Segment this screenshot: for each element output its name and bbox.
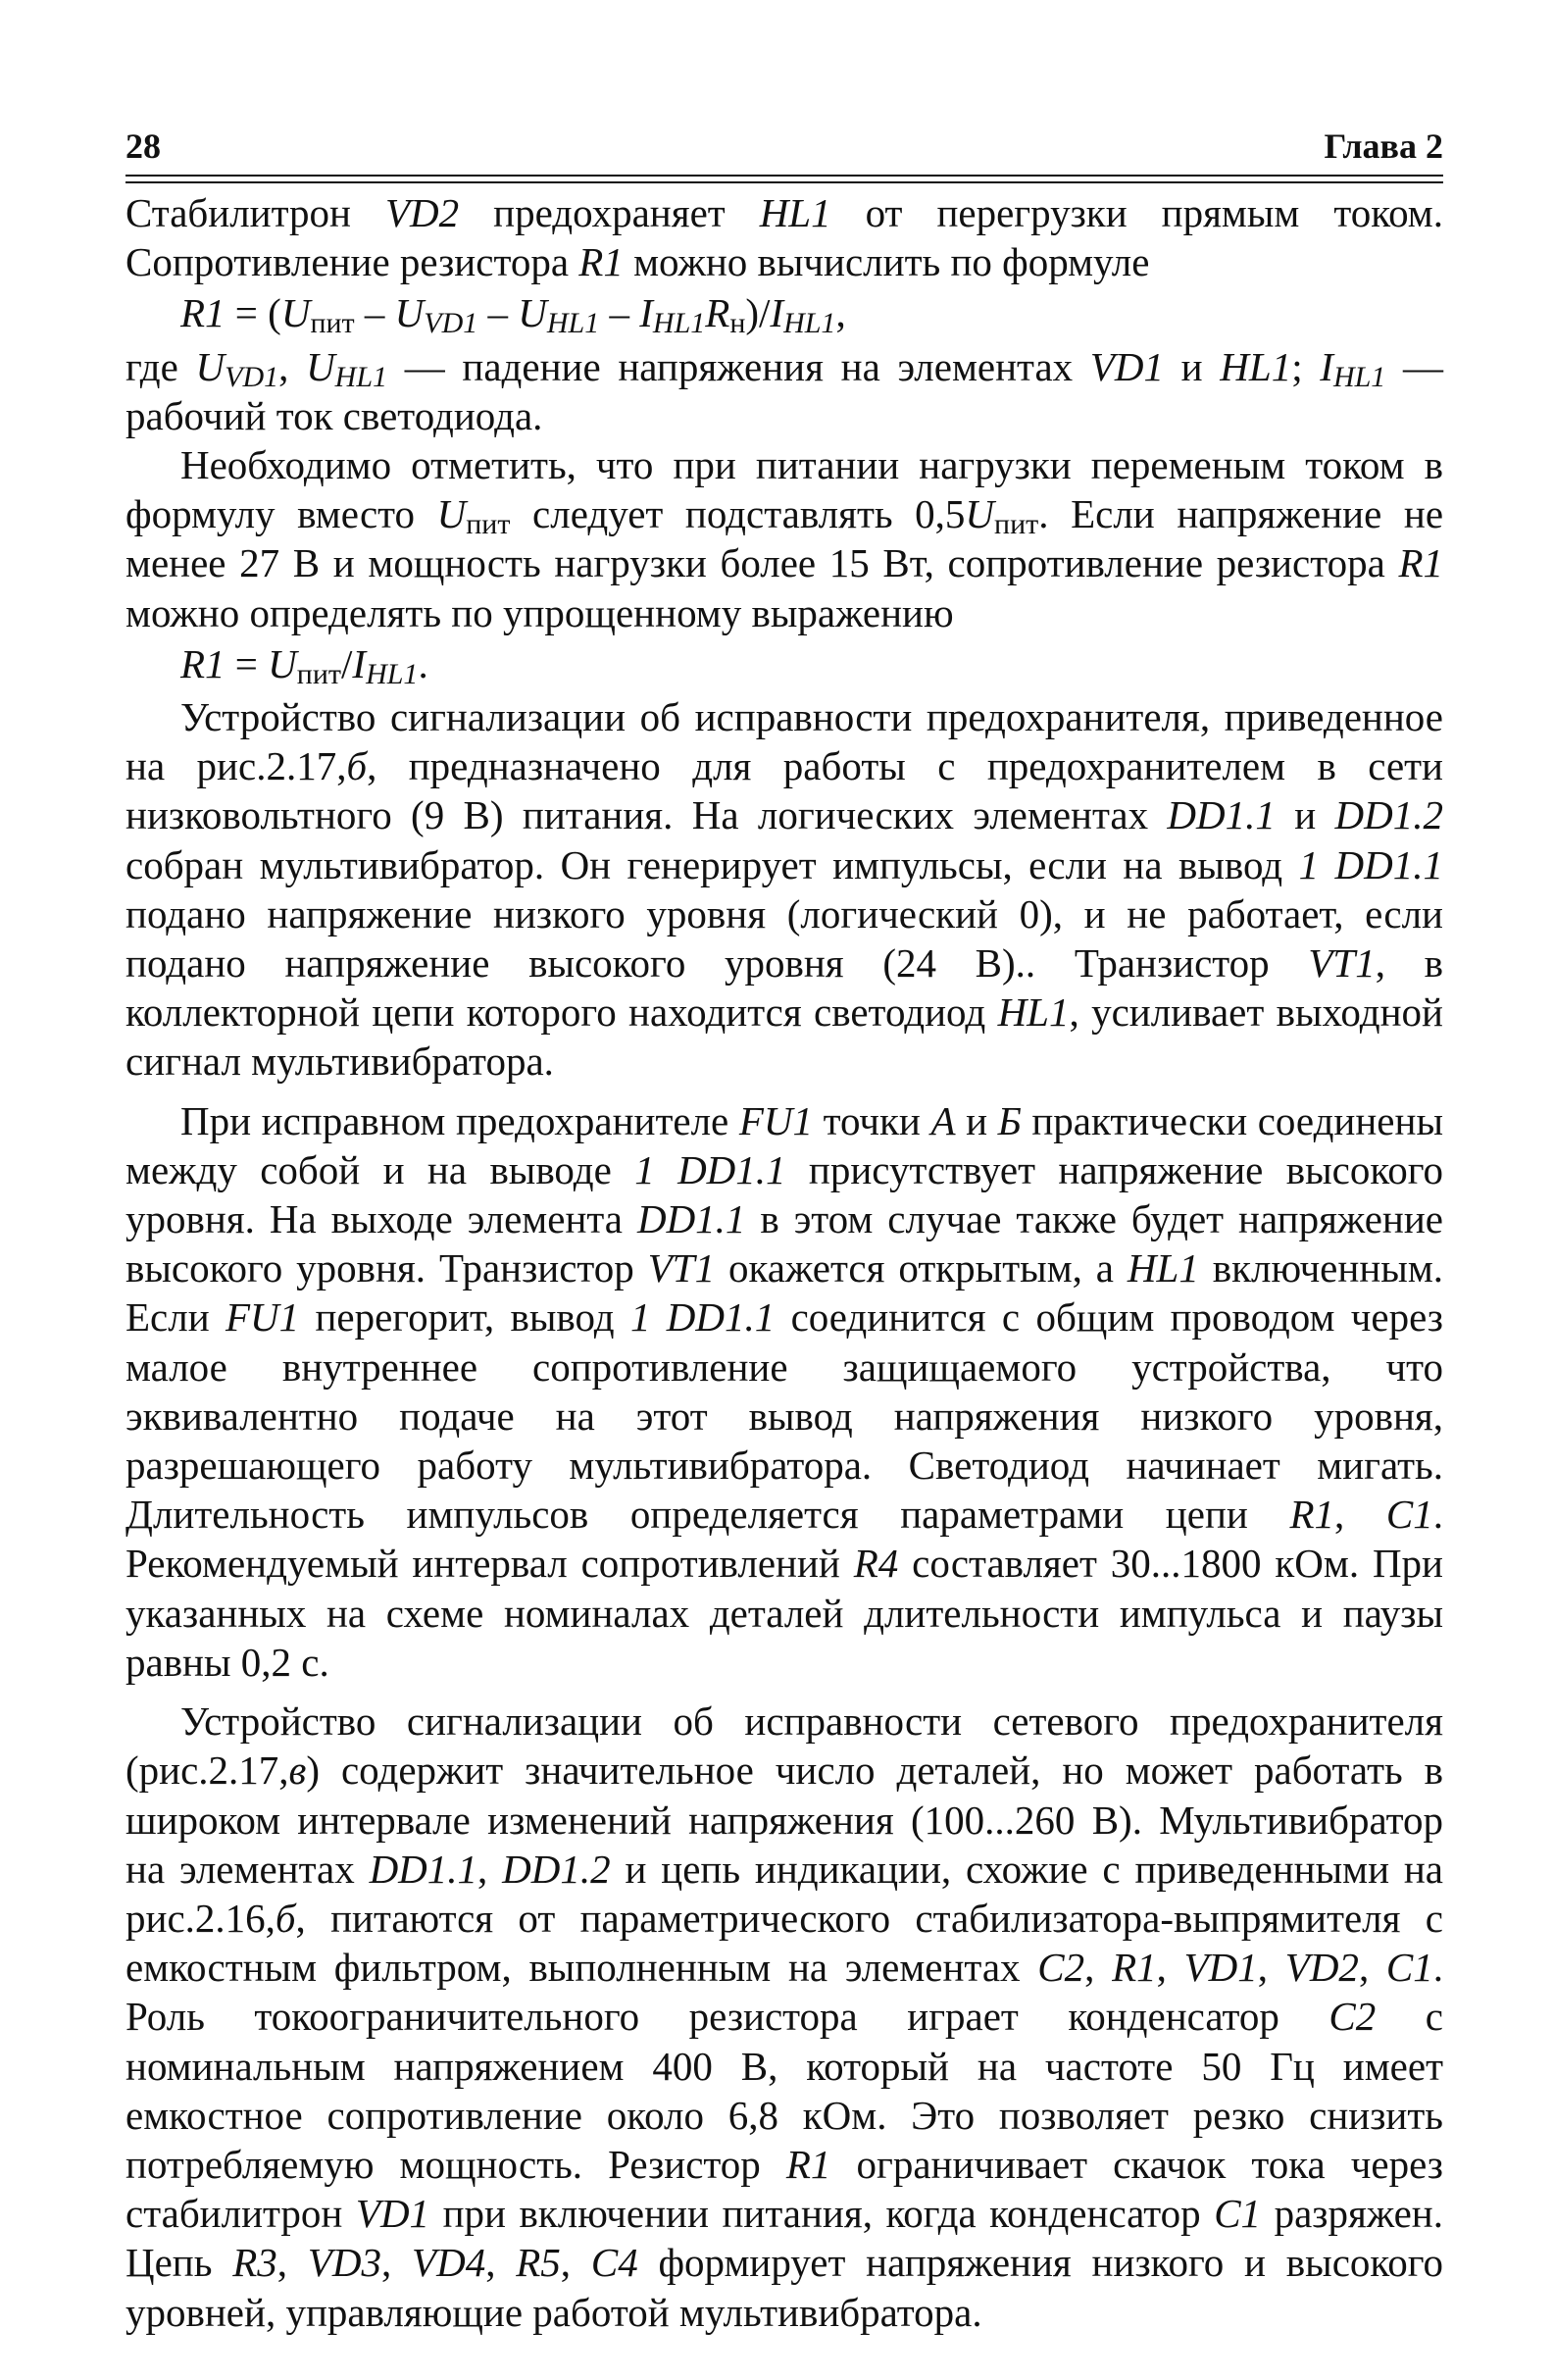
paragraph-2: где $U_{VD1}$, $U_{HL1}$ — падение напряжения на элементах VD1 и HL1; $I_{HL1}$ — рабочий ток светодиода. — [125, 343, 1443, 438]
page-header — [125, 126, 1443, 175]
formula-r1: $R1 = (U_{пит} - U_{VD1} - U_{HL1} - I_{HL1}R_н)/I_{HL1}$, — [180, 290, 846, 340]
page-number: 28 — [125, 127, 161, 166]
paragraph-6: Устройство сигнализации об исправности сетевого предохранителя (рис.2.17,в) содержит значительное число деталей, но может работать в широком интервале изменений напряжения (100...260 В). Мультивибратор на элементах DD1.1, DD1.2 и цепь индикации, схожие с приведенными на рис.2.16,б, питаются от параметрического стабилизатора-выпрямителя с емкостным фильтром, выполненным на элементах C2, R1, VD1, VD2, C1. Роль токоограничительного резистора играет конденсатор C2 с номинальным напряжением 400 В, который на частоте 50 Гц имеет емкостное сопротивление около 6,8 кОм. Это позволяет резко снизить потребляемую мощность. Резистор R1 ограничивает скачок тока через стабилитрон VD1 при включении питания, когда конденсатор C1 разряжен. Цепь R3, VD3, VD4, R5, C4 формирует напряжения низкого и высокого уровней, управляющие работой мультивибратора. — [125, 1698, 1444, 2335]
header-rule — [125, 175, 1443, 183]
paragraph-5: При исправном предохранителе FU1 точки А и Б практически соединены между собой и на выводе 1 DD1.1 присутствует напряжение высокого уровня. На выходе элемента DD1.1 в этом случае также будет напряжение высокого уровня. Транзистор VT1 окажется открытым, а HL1 включенным. Если FU1 перегорит, вывод 1 DD1.1 соединится с общим проводом через малое внутреннее сопротивление защищаемого устройства, что эквивалентно подаче на этот вывод напряжения низкого уровня, разрешающего работу мультивибратора. Светодиод начинает мигать. Длительность импульсов определяется параметрами цепи R1, C1. Рекомендуемый интервал сопротивлений R4 составляет 30...1800 кОм. При указанных на схеме номиналах деталей длительности импульса и паузы равны 0,2 с. — [125, 1097, 1444, 1685]
chapter-title: Глава 2 — [1324, 127, 1443, 166]
paragraph-4: Устройство сигнализации об исправности предохранителя, приведенное на рис.2.17,б, предназначено для работы с предохранителем в сети низковольтного (9 В) питания. На логических элементах DD1.1 и DD1.2 собран мультивибратор. Он генерирует импульсы, если на вывод 1 DD1.1 подано напряжение низкого уровня (логический 0), и не работает, если подано напряжение высокого уровня (24 В).. Транзистор VT1, в коллекторной цепи которого находится светодиод HL1, усиливает выходной сигнал мультивибратора. — [125, 694, 1444, 1085]
page-body — [125, 188, 1443, 2337]
paragraph-1: Стабилитрон VD2 предохраняет HL1 от перегрузки прямым током. Сопротивление резистора R1 можно вычислить по формуле — [125, 190, 1443, 285]
paragraph-3: Необходимо отметить, что при питании нагрузки переменым током в формулу вместо $U_{пит}$ следует подставлять $0,5U_{пит}$. Если напряжение не менее 27 В и мощность нагрузки более 15 Вт, сопротивление резистора R1 можно определять по упрощенному выражению — [125, 442, 1444, 635]
formula-r1-simplified: $R1 = U_{пит}/I_{HL1}$. — [180, 640, 428, 690]
